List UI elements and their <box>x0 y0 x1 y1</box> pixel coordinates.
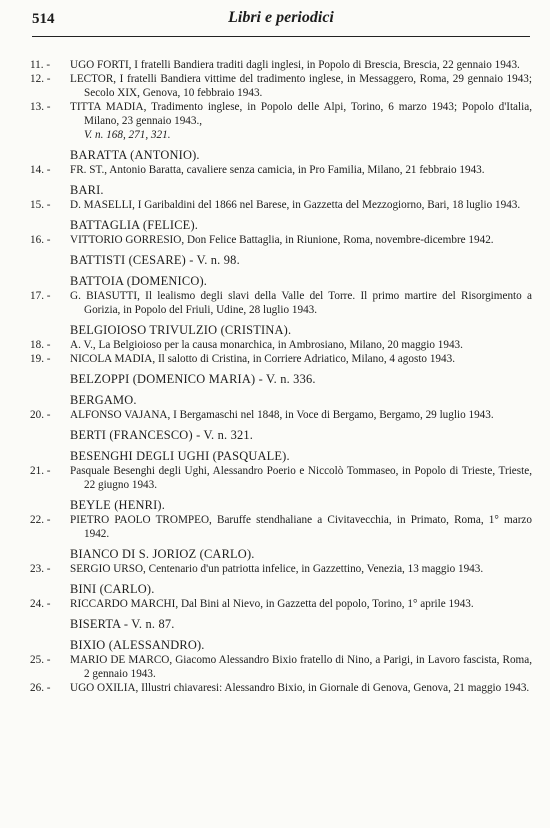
subject-heading: BINI (CARLO). <box>70 582 155 596</box>
subject-heading: BELGIOIOSO TRIVULZIO (CRISTINA). <box>70 323 292 337</box>
subject-heading: BATTAGLIA (FELICE). <box>70 218 199 232</box>
entry-text: NICOLA MADIA, Il salotto di Cristina, in Corriere Adriatico, Milano, 4 agosto 1943. <box>70 353 455 365</box>
entry-number: 25. - <box>30 654 51 666</box>
subject-heading: BATTOIA (DOMENICO). <box>70 274 208 288</box>
cross-reference: V. n. 168, 271, 321. <box>84 129 171 141</box>
entry-number: 12. - <box>30 73 51 85</box>
entry-text: RICCARDO MARCHI, Dal Bini al Nievo, in Gazzetta del popolo, Torino, 1° aprile 1943. <box>70 598 474 610</box>
bibliography-entry <box>30 100 532 142</box>
entry-number: 18. - <box>30 339 51 351</box>
bibliography-entry <box>30 72 532 100</box>
bibliography-entry <box>30 163 532 177</box>
bibliography-entry <box>30 289 532 317</box>
subject-heading: BARATTA (ANTONIO). <box>70 148 200 162</box>
entry-text: PIETRO PAOLO TROMPEO, Baruffe stendhaliane a Civitavecchia, in Primato, Roma, 1° marzo 1942. <box>70 514 532 540</box>
entry-number: 20. - <box>30 409 51 421</box>
entry-number: 11. - <box>30 59 51 71</box>
bibliography-entry <box>30 338 532 352</box>
entry-text: G. BIASUTTI, Il lealismo degli slavi della Valle del Torre. Il primo martire del Risorgimento a Gorizia, in Popolo del Friuli, Udine, 28 luglio 1943. <box>70 290 532 316</box>
entry-number: 17. - <box>30 290 51 302</box>
entry-text: MARIO DE MARCO, Giacomo Alessandro Bixio fratello di Nino, a Parigi, in Lavoro fascista, Roma, 2 gennaio 1943. <box>70 654 532 680</box>
bibliography-entry <box>30 408 532 422</box>
subject-heading: BIANCO DI S. JORIOZ (CARLO). <box>70 547 255 561</box>
subject-heading: BEYLE (HENRI). <box>70 498 166 512</box>
subject-heading: BARI. <box>70 183 104 197</box>
entry-text: LECTOR, I fratelli Bandiera vittime del tradimento inglese, in Messaggero, Roma, 29 gennaio 1943; Secolo XIX, Genova, 10 febbraio 1943. <box>70 73 532 99</box>
bibliography-entry <box>30 562 532 576</box>
page-header <box>32 10 530 37</box>
bibliography-entry <box>30 198 532 212</box>
bibliography-entry <box>30 233 532 247</box>
entry-text: D. MASELLI, I Garibaldini del 1866 nel Barese, in Gazzetta del Mezzogiorno, Bari, 18 luglio 1943. <box>70 199 521 211</box>
entry-number: 14. - <box>30 164 51 176</box>
bibliography-entry <box>30 653 532 681</box>
bibliography-entry <box>30 597 532 611</box>
bibliography-entry <box>30 681 532 695</box>
entry-text: UGO FORTI, I fratelli Bandiera traditi dagli inglesi, in Popolo di Brescia, Brescia, 22 gennaio 1943. <box>70 59 520 71</box>
subject-heading: BERGAMO. <box>70 393 137 407</box>
entry-text: FR. ST., Antonio Baratta, cavaliere senza camicia, in Pro Familia, Milano, 21 febbraio 1943. <box>70 164 485 176</box>
entry-number: 16. - <box>30 234 51 246</box>
subject-heading: BISERTA - V. n. 87. <box>70 617 175 631</box>
page-number: 514 <box>32 11 55 27</box>
entry-number: 26. - <box>30 682 51 694</box>
entry-number: 13. - <box>30 101 51 113</box>
bibliography-entry <box>30 513 532 541</box>
bibliography-entry <box>30 58 532 72</box>
entry-number: 21. - <box>30 465 51 477</box>
entry-text: A. V., La Belgioioso per la causa monarchica, in Ambrosiano, Milano, 20 maggio 1943. <box>70 339 463 351</box>
bibliography-entry <box>30 352 532 366</box>
entry-number: 24. - <box>30 598 51 610</box>
subject-heading: BERTI (FRANCESCO) - V. n. 321. <box>70 428 254 442</box>
entry-text: Pasquale Besenghi degli Ughi, Alessandro Poerio e Niccolò Tommaseo, in Popolo di Trieste, Trieste, 22 giugno 1943. <box>70 465 532 491</box>
running-title: Libri e periodici <box>228 9 334 26</box>
entry-number: 23. - <box>30 563 51 575</box>
entry-text: VITTORIO GORRESIO, Don Felice Battaglia, in Riunione, Roma, novembre-dicembre 1942. <box>70 234 494 246</box>
entry-text: UGO OXILIA, Illustri chiavaresi: Alessandro Bixio, in Giornale di Genova, Genova, 21 maggio 1943. <box>70 682 530 694</box>
entry-number: 19. - <box>30 353 51 365</box>
entry-text: SERGIO URSO, Centenario d'un patriotta infelice, in Gazzettino, Venezia, 13 maggio 1943. <box>70 563 484 575</box>
entry-text: ALFONSO VAJANA, I Bergamaschi nel 1848, in Voce di Bergamo, Bergamo, 29 luglio 1943. <box>70 409 494 421</box>
subject-heading: BESENGHI DEGLI UGHI (PASQUALE). <box>70 449 290 463</box>
subject-heading: BATTISTI (CESARE) - V. n. 98. <box>70 253 240 267</box>
entry-number: 15. - <box>30 199 51 211</box>
entry-text: TITTA MADIA, Tradimento inglese, in Popolo delle Alpi, Torino, 6 marzo 1943; Popolo d'Italia, Milano, 23 gennaio 1943., <box>70 101 532 127</box>
subject-heading: BIXIO (ALESSANDRO). <box>70 638 205 652</box>
subject-heading: BELZOPPI (DOMENICO MARIA) - V. n. 336. <box>70 372 316 386</box>
bibliography-list <box>30 58 532 695</box>
entry-number: 22. - <box>30 514 51 526</box>
bibliography-entry <box>30 464 532 492</box>
